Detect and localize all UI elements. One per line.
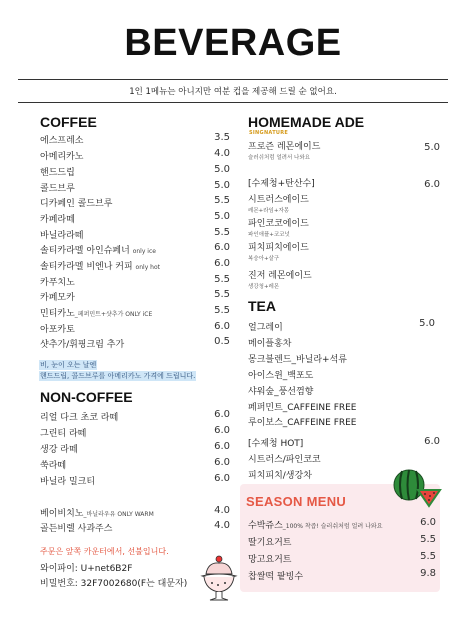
sundae-icon bbox=[196, 552, 242, 602]
item-price: 5.5 bbox=[214, 195, 230, 206]
group-label: [수제청 HOT] bbox=[248, 439, 304, 449]
item-price: 6.0 bbox=[214, 473, 230, 484]
item-price: 4.0 bbox=[214, 520, 230, 531]
wifi-name: 와이파이: U+net6B2F bbox=[40, 564, 133, 574]
menu-item: 아포카토 bbox=[40, 325, 75, 335]
item-price: 9.8 bbox=[420, 568, 436, 579]
menu-item: 콜드브루 bbox=[40, 184, 75, 194]
menu-item: 그린티 라떼 bbox=[40, 429, 87, 439]
menu-item: 샷추가/휘핑크림 추가 bbox=[40, 340, 125, 350]
item-price: 5.5 bbox=[420, 534, 436, 545]
menu-item: 쑥라떼 bbox=[40, 461, 67, 471]
item-description: 복숭아+살구 bbox=[248, 256, 280, 262]
menu-item: 디카페인 콜드브루 bbox=[40, 199, 113, 209]
menu-item: 프로즌 레몬에이드 bbox=[248, 142, 321, 152]
item-price: 6.0 bbox=[214, 258, 230, 269]
item-price: 6.0 bbox=[420, 517, 436, 528]
menu-item: 샤워숲_풍선껌향 bbox=[248, 387, 314, 397]
non-coffee-heading: NON-COFFEE bbox=[40, 389, 133, 405]
item-price: 5.0 bbox=[214, 211, 230, 222]
item-price: 3.5 bbox=[214, 132, 230, 143]
menu-item: 딸기요거트 bbox=[248, 538, 292, 548]
menu-item: 진저 레몬에이드 bbox=[248, 271, 312, 281]
item-description: 파인애플+코코넛 bbox=[248, 232, 290, 238]
menu-item: 루이보스_CAFFEINE FREE bbox=[248, 418, 357, 428]
menu-item: 바닐라라떼 bbox=[40, 231, 84, 241]
item-price: 6.0 bbox=[424, 436, 440, 447]
menu-item: 바닐라 밀크티 bbox=[40, 477, 96, 487]
menu-item: 아이스윈_백포도 bbox=[248, 371, 314, 381]
item-price: 6.0 bbox=[214, 457, 230, 468]
item-price: 5.0 bbox=[419, 318, 435, 329]
coffee-heading: COFFEE bbox=[40, 114, 97, 130]
menu-item: 찹쌀떡 팥빙수 bbox=[248, 572, 304, 582]
menu-item: 얼그레이 bbox=[248, 323, 283, 333]
menu-item: 피치피치/생강차 bbox=[248, 471, 312, 481]
menu-item: 카푸치노 bbox=[40, 278, 75, 288]
group-label: [수제청+탄산수] bbox=[248, 179, 315, 189]
rain-promo-line-2: 핸드드립, 콜드브루를 아메리카노 가격에 드립니다. bbox=[40, 372, 196, 380]
item-price: 0.5 bbox=[214, 336, 230, 347]
item-price: 6.0 bbox=[214, 242, 230, 253]
rain-promo-line-1: 비, 눈이 오는 날엔 bbox=[40, 361, 97, 369]
homemade-ade-heading: HOMEMADE ADE bbox=[248, 114, 365, 130]
menu-item: 페퍼민트_CAFFEINE FREE bbox=[248, 403, 357, 413]
item-price: 5.0 bbox=[214, 180, 230, 191]
menu-item: 메이플홍차 bbox=[248, 339, 292, 349]
tea-heading: TEA bbox=[248, 298, 276, 314]
item-price: 5.0 bbox=[424, 142, 440, 153]
menu-item: 카페모카 bbox=[40, 293, 75, 303]
cup-notice: 1인 1메뉴는 아니지만 여분 컵을 제공해 드릴 순 없어요. bbox=[129, 87, 337, 97]
item-price: 4.0 bbox=[214, 148, 230, 159]
menu-item: 망고요거트 bbox=[248, 555, 292, 565]
season-menu-heading: SEASON MENU bbox=[246, 494, 347, 509]
item-price: 6.0 bbox=[214, 441, 230, 452]
item-price: 6.0 bbox=[424, 179, 440, 190]
item-description: 레몬+라임+자몽 bbox=[248, 208, 290, 214]
menu-item: 에스프레소 bbox=[40, 136, 84, 146]
item-price: 6.0 bbox=[214, 425, 230, 436]
item-price: 5.5 bbox=[420, 551, 436, 562]
item-description: 생강청+레몬 bbox=[248, 284, 280, 290]
menu-item: 베이비치노_바닐라우유 ONLY WARM bbox=[40, 509, 154, 519]
menu-item: 민티카노_페퍼민트+샷추가 ONLY iCE bbox=[40, 309, 153, 319]
menu-item: 시트러스에이드 bbox=[248, 195, 309, 205]
menu-item: 솔티카라멜 비엔나 커피 only hot bbox=[40, 262, 160, 272]
signature-label: SINGNATURE bbox=[249, 130, 289, 136]
item-price: 6.0 bbox=[214, 409, 230, 420]
page-title: BEVERAGE bbox=[124, 22, 342, 64]
menu-item: 솔티카라멜 아인슈페너 only ice bbox=[40, 246, 156, 256]
wifi-password: 비밀번호: 32F7002680(F는 대문자) bbox=[40, 579, 188, 589]
top-divider bbox=[18, 79, 448, 80]
item-price: 6.0 bbox=[214, 321, 230, 332]
menu-item: 리얼 다크 초코 라떼 bbox=[40, 413, 119, 423]
item-price: 5.5 bbox=[214, 289, 230, 300]
menu-item: 수박쥬스_100% 착즙! 슬러쉬처럼 얼려 나와요 bbox=[248, 521, 383, 531]
menu-item: 핸드드립 bbox=[40, 168, 75, 178]
notice-divider bbox=[18, 102, 448, 103]
item-description: 슬러쉬처럼 얼려서 나와요 bbox=[248, 155, 310, 161]
item-price: 5.5 bbox=[214, 274, 230, 285]
order-notice: 주문은 앞쪽 카운터에서, 선불입니다. bbox=[40, 547, 169, 556]
menu-item: 피치피치에이드 bbox=[248, 243, 309, 253]
menu-item: 몽크블렌드_바닐라+석류 bbox=[248, 355, 347, 365]
menu-item: 생강 라떼 bbox=[40, 445, 78, 455]
watermelon-slice-icon bbox=[416, 486, 442, 508]
menu-item: 아메리카노 bbox=[40, 152, 84, 162]
item-price: 5.5 bbox=[214, 227, 230, 238]
menu-item: 카페라떼 bbox=[40, 215, 75, 225]
item-price: 4.0 bbox=[214, 505, 230, 516]
item-price: 5.0 bbox=[214, 164, 230, 175]
menu-item: 시트러스/파인코코 bbox=[248, 455, 321, 465]
item-price: 5.5 bbox=[214, 305, 230, 316]
menu-item: 파인코코에이드 bbox=[248, 219, 309, 229]
menu-item: 골든비렐 사과주스 bbox=[40, 524, 113, 534]
